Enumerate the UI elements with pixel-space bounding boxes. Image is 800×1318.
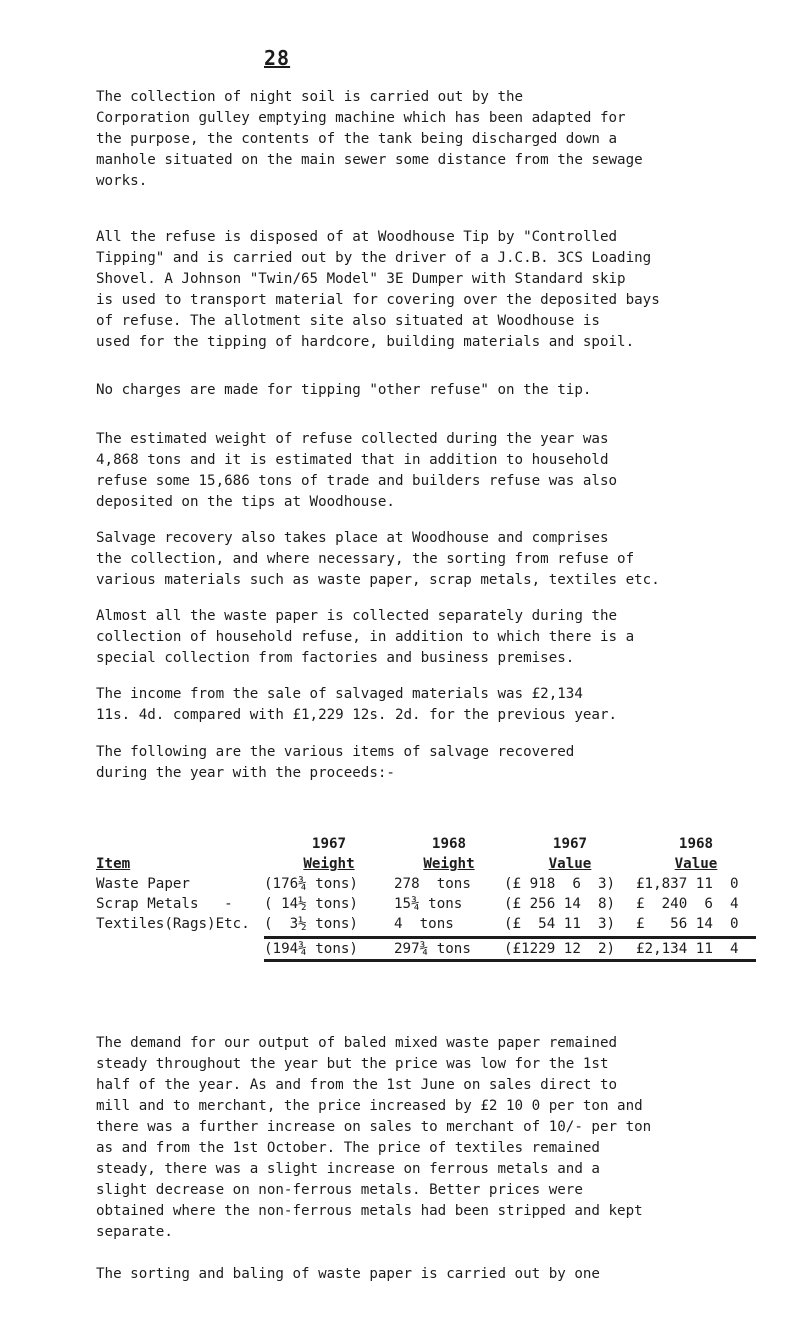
year-weight-1968: 1968 xyxy=(431,836,467,852)
table-year-row xyxy=(96,832,756,854)
paragraph-salvage-income: The income from the sale of salvaged materials was £2,134 11s. 4d. compared with £1,229 12s. 2d. for the previous year. xyxy=(96,686,618,723)
cell-weight-1967: ( 3½ tons) xyxy=(264,916,358,932)
table-header-row xyxy=(96,854,756,874)
paragraph-refuse-weight: The estimated weight of refuse collected during the year was 4,868 tons and it is estimated that in addition to household refuse some 15,686 tons of trade and builders refuse was also deposited on the tips at Woodhouse. xyxy=(96,431,618,510)
total-value-1967: (£1229 12 2) xyxy=(504,938,636,961)
cell-value-1968: £ 56 14 0 xyxy=(636,916,739,932)
paragraph-waste-paper: Almost all the waste paper is collected separately during the collection of household refuse, in addition to which there is a special collection from factories and business premises. xyxy=(96,608,635,666)
year-weight-1967: 1967 xyxy=(311,836,347,852)
paragraph-salvage-recovery: Salvage recovery also takes place at Woodhouse and comprises the collection, and where necessary, the sorting from refuse of various materials such as waste paper, scrap metals, textiles etc. xyxy=(96,530,660,588)
header-weight-1967: Weight xyxy=(303,856,355,872)
cell-weight-1967: (176¾ tons) xyxy=(264,876,358,892)
header-weight-1968: Weight xyxy=(423,856,475,872)
cell-item: Scrap Metals - xyxy=(96,896,233,912)
paragraph-night-soil: The collection of night soil is carried out by the Corporation gulley emptying machine which has been adapted for the purpose, the contents of the tank being discharged down a manhole situated on the main sewer some distance from the sewage works. xyxy=(96,89,643,189)
paragraph-tipping-charges: No charges are made for tipping "other refuse" on the tip. xyxy=(96,382,592,398)
cell-weight-1968: 15¾ tons xyxy=(394,896,463,912)
year-value-1967: 1967 xyxy=(552,836,588,852)
salvage-table xyxy=(96,832,756,962)
cell-item: Textiles(Rags)Etc. xyxy=(96,916,250,932)
table-row xyxy=(96,914,756,934)
paragraph-sorting-baling: The sorting and baling of waste paper is carried out by one xyxy=(96,1266,600,1282)
header-value-1968: Value xyxy=(674,856,718,872)
cell-value-1967: (£ 54 11 3) xyxy=(504,916,616,932)
cell-value-1967: (£ 918 6 3) xyxy=(504,876,616,892)
table-row xyxy=(96,874,756,894)
page-number: 28 xyxy=(264,46,291,70)
paragraph-salvage-intro: The following are the various items of salvage recovered during the year with the proceeds:- xyxy=(96,744,575,781)
cell-weight-1968: 4 tons xyxy=(394,916,454,932)
year-value-1968: 1968 xyxy=(678,836,714,852)
cell-value-1968: £ 240 6 4 xyxy=(636,896,739,912)
table-total-row xyxy=(96,938,756,961)
cell-item: Waste Paper xyxy=(96,876,190,892)
total-weight-1967: (194¾ tons) xyxy=(264,938,394,961)
cell-value-1967: (£ 256 14 8) xyxy=(504,896,616,912)
cell-weight-1968: 278 tons xyxy=(394,876,471,892)
total-value-1968: £2,134 11 4 xyxy=(636,938,756,961)
header-item: Item xyxy=(96,856,131,872)
cell-value-1968: £1,837 11 0 xyxy=(636,876,739,892)
cell-weight-1967: ( 14½ tons) xyxy=(264,896,358,912)
paragraph-market-demand: The demand for our output of baled mixed waste paper remained steady throughout the year but the price was low for the 1st half of the year. As and from the 1st June on sales direct to mill and to merchant, the price increased by £2 10 0 per ton and there was a further increase on sales to merchant of 10/- per ton as and from the 1st October. The price of textiles remained steady, there was a slight increase on ferrous metals and a slight decrease on non-ferrous metals. Better prices were obtained where the non-ferrous metals had been stripped and kept separate. xyxy=(96,1035,652,1240)
paragraph-refuse-disposal: All the refuse is disposed of at Woodhouse Tip by "Controlled Tipping" and is carried out by the driver of a J.C.B. 3CS Loading Shovel. A Johnson "Twin/65 Model" 3E Dumper with Standard skip is used to transport material for covering over the deposited bays of refuse. The allotment site also situated at Woodhouse is used for the tipping of hardcore, building materials and spoil. xyxy=(96,229,660,350)
table-row xyxy=(96,894,756,914)
header-value-1967: Value xyxy=(548,856,592,872)
total-weight-1968: 297¾ tons xyxy=(394,938,504,961)
total-label xyxy=(96,938,264,961)
